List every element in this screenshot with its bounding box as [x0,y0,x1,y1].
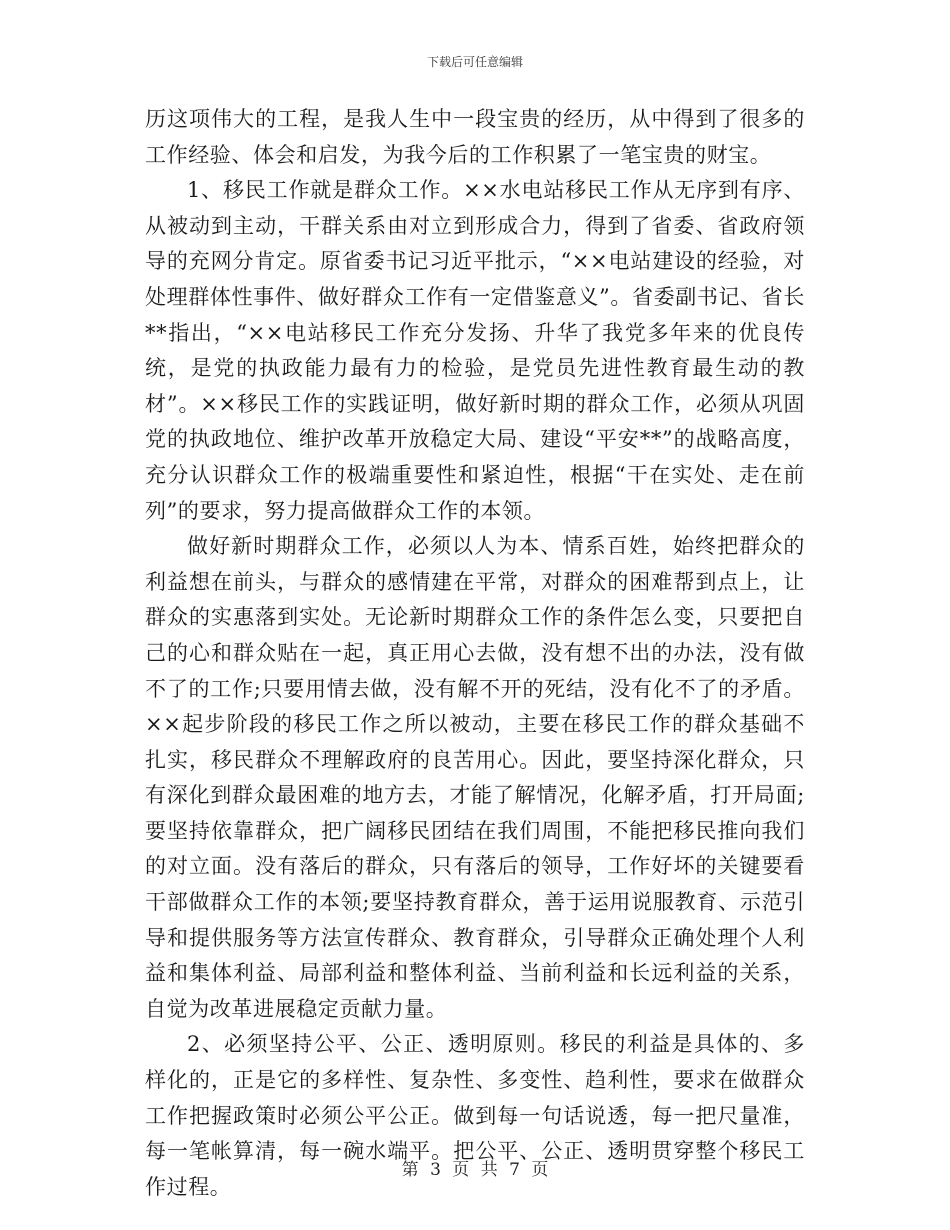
paragraph-point-2: 2、必须坚持公平、公正、透明原则。移民的利益是具体的、多样化的，正是它的多样性、复杂性、多变性、趋利性，要求在做群众工作把握政策时必须公平公正。做到每一句话说透，每一把尺量准，每一笔帐算清，每一碗水端平。把公平、公正、透明贯穿整个移民工作过程。 [145,1032,805,1199]
page-footer: 第 3 页 共 7 页 [401,1160,549,1180]
paragraph-continuation: 历这项伟大的工程，是我人生中一段宝贵的经历，从中得到了很多的工作经验、体会和启发，为我今后的工作积累了一笔宝贵的财宝。 [145,107,805,167]
document-body [145,102,805,1205]
paragraph-point-1: 1、移民工作就是群众工作。××水电站移民工作从无序到有序、从被动到主动，干群关系由对立到形成合力，得到了省委、省政府领导的充网分肯定。原省委书记习近平批示，“××电站建设的经验，对处理群体性事件、做好群众工作有一定借鉴意义”。省委副书记、省长**指出，“××电站移民工作充分发扬、升华了我党多年来的优良传统，是党的执政能力最有力的检验，是党员先进性教育最生动的教材”。××移民工作的实践证明，做好新时期的群众工作，必须从巩固党的执政地位、维护改革开放稳定大局、建设“平安**”的战略高度，充分认识群众工作的极端重要性和紧迫性，根据“干在实处、走在前列”的要求，努力提高做群众工作的本领。 [145,178,805,523]
page-header: 下载后可任意编辑 [426,55,523,69]
paragraph-mass-work: 做好新时期群众工作，必须以人为本、情系百姓，始终把群众的利益想在前头，与群众的感情建在平常，对群众的困难帮到点上，让群众的实惠落到实处。无论新时期群众工作的条件怎么变，只要把自己的心和群众贴在一起，真正用心去做，没有想不出的办法，没有做不了的工作;只要用情去做，没有解不开的死结，没有化不了的矛盾。××起步阶段的移民工作之所以被动，主要在移民工作的群众基础不扎实，移民群众不理解政府的良苦用心。因此，要坚持深化群众，只有深化到群众最困难的地方去，才能了解情况，化解矛盾，打开局面;要坚持依靠群众，把广阔移民团结在我们周围，不能把移民推向我们的对立面。没有落后的群众，只有落后的领导，工作好坏的关键要看干部做群众工作的本领;要坚持教育群众，善于运用说服教育、示范引导和提供服务等方法宣传群众、教育群众，引导群众正确处理个人利益和集体利益、局部利益和整体利益、当前利益和长远利益的关系，自觉为改革进展稳定贡献力量。 [145,534,805,1021]
